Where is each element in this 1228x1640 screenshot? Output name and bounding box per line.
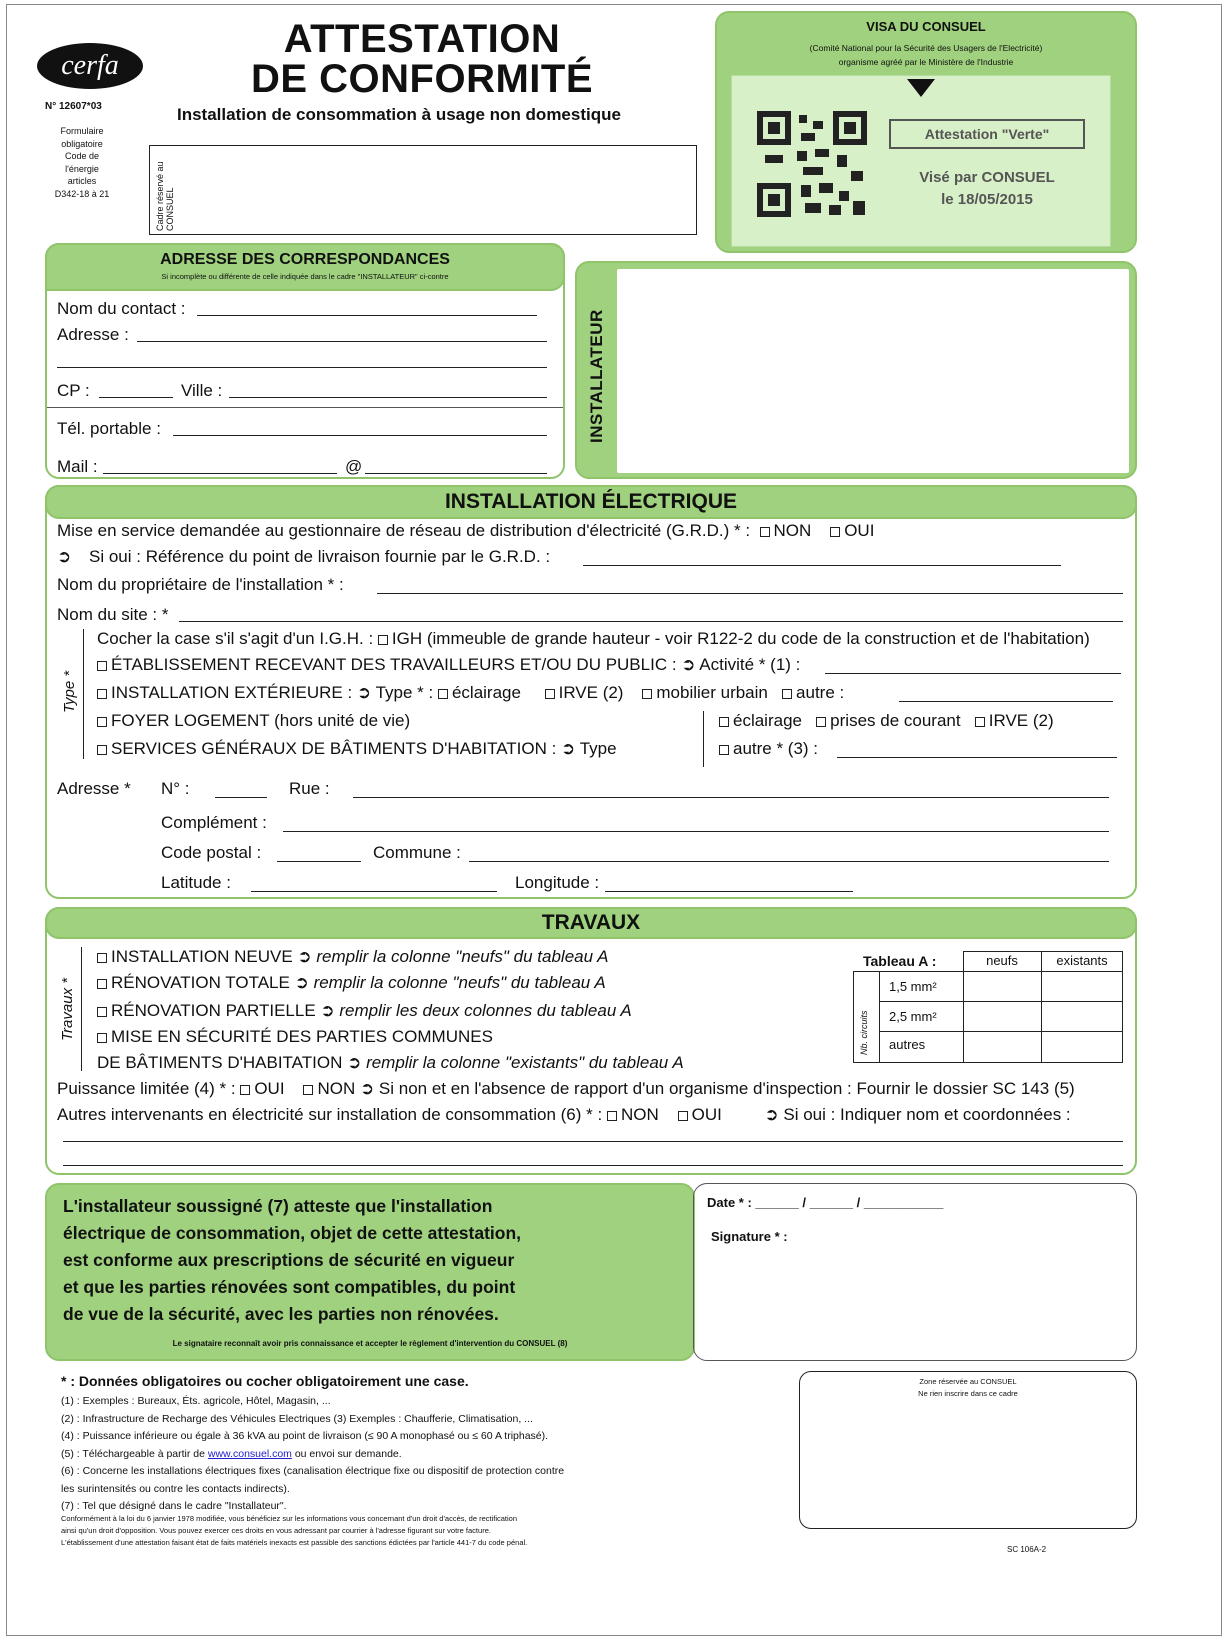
col-existants: existants <box>1056 953 1108 968</box>
ville-field[interactable] <box>229 397 547 398</box>
address-field-2[interactable] <box>57 367 547 368</box>
travaux-row-1: INSTALLATION NEUVE ➲ remplir la colonne "neufs" du tableau A <box>97 947 609 967</box>
latitude-label: Latitude : <box>161 873 231 892</box>
consuel-reserved-label: Cadre réservé au CONSUEL <box>155 161 175 231</box>
autres-row: Autres intervenants en électricité sur installation de consommation (6) * : NON OUI ➲ Si oui : Indiquer nom et coordonnées : <box>57 1105 1071 1124</box>
autres-field-2[interactable] <box>63 1165 1123 1166</box>
signature-label: Signature * : <box>711 1229 788 1244</box>
mail-field-user[interactable] <box>103 473 337 474</box>
ext-autre-field[interactable] <box>899 701 1113 702</box>
igh-row: Cocher la case s'il s'agit d'un I.G.H. : IGH (immeuble de grande hauteur - voir R122-2 du code de la construction et de l'habitation) <box>97 629 1090 648</box>
address-field[interactable] <box>137 341 547 342</box>
puissance-row: Puissance limitée (4) * : OUI NON ➲ Si non et en l'absence de rapport d'un organisme d'inspection : Fournir le dossier SC 143 (5) <box>57 1079 1075 1098</box>
contact-name-label: Nom du contact : <box>57 299 186 318</box>
stamp-visa: Visé par CONSUEL <box>919 169 1055 186</box>
autres-oui-checkbox[interactable] <box>678 1111 688 1121</box>
site-address-label: Adresse * <box>57 779 131 798</box>
qr-code-icon <box>757 111 867 217</box>
erp-row: ÉTABLISSEMENT RECEVANT DES TRAVAILLEURS ET/OU DU PUBLIC : ➲ Activité * (1) : <box>97 655 800 675</box>
visa-title: VISA DU CONSUEL <box>866 19 986 34</box>
site-field[interactable] <box>179 621 1123 622</box>
row-25: 2,5 mm² <box>889 1009 937 1024</box>
sg-bracket <box>703 711 704 767</box>
grd-ref-field[interactable] <box>583 565 1061 566</box>
arrow-icon: ➲ <box>57 547 72 566</box>
attestation-note: Le signataire reconnaît avoir pris connaissance et accepter le règlement d'intervention du CONSUEL (8) <box>172 1339 568 1348</box>
complement-field[interactable] <box>283 831 1109 832</box>
footer-legal: Conformément à la loi du 6 janvier 1978 modifiée, vous bénéficiez sur les informations vous concernant d'un droit d'accès, de rectification ainsi qu'un droit d'opposition. Vous pouvez exercer ces droits en vous adressant par courrier à l'adresse figurant sur votre facture. L'établissement d'une attestation faisant état de faits matériels inexacts est passible des sanctions édictées par l'article 441-7 du code pénal. <box>61 1514 528 1547</box>
neuve-checkbox[interactable] <box>97 953 107 963</box>
zone-line-2: Ne rien inscrire dans ce cadre <box>918 1389 1018 1398</box>
longitude-label: Longitude : <box>515 873 600 892</box>
sg-eclairage-checkbox[interactable] <box>719 717 729 727</box>
ext-mobilier-checkbox[interactable] <box>642 689 652 699</box>
type-bracket <box>83 629 84 759</box>
stamp-label: Attestation "Verte" <box>889 119 1085 149</box>
attestation-text: L'installateur soussigné (7) atteste que l'installation électrique de consommation, objet de cette attestation, est conforme aux prescriptions de sécurité en vigueur et que les parties rénovées sont compatibles, du point de vue de la sécurité, avec les parties non rénovées. <box>63 1196 522 1324</box>
visa-line2: organisme agréé par le Ministère de l'Industrie <box>838 57 1014 67</box>
date-field[interactable]: Date * : ______ / ______ / ___________ <box>707 1195 944 1210</box>
sg-autre-checkbox[interactable] <box>719 745 729 755</box>
travaux-row-3: RÉNOVATION PARTIELLE ➲ remplir les deux colonnes du tableau A <box>97 1001 632 1021</box>
legal-note: Formulaire obligatoire Code de l'énergie articles D342-18 à 21 <box>54 126 110 199</box>
installateur-field[interactable] <box>617 269 1129 473</box>
non-checkbox[interactable] <box>760 527 770 537</box>
title-line-2: DE CONFORMITÉ <box>250 57 594 101</box>
divider <box>47 407 563 408</box>
consuel-link[interactable]: www.consuel.com <box>207 1447 292 1460</box>
street-field[interactable] <box>353 797 1109 798</box>
ext-irve-checkbox[interactable] <box>545 689 555 699</box>
sg-prises-checkbox[interactable] <box>816 717 826 727</box>
partielle-checkbox[interactable] <box>97 1007 107 1017</box>
at-sign: @ <box>345 457 363 476</box>
sg-irve-checkbox[interactable] <box>975 717 985 727</box>
mail-label: Mail : <box>57 457 98 476</box>
sg-row: SERVICES GÉNÉRAUX DE BÂTIMENTS D'HABITATION : ➲ Type <box>97 739 617 759</box>
cp-field[interactable] <box>99 397 173 398</box>
installateur-label: INSTALLATEUR <box>587 309 606 443</box>
ville-label: Ville : <box>181 381 223 400</box>
phone-label: Tél. portable : <box>57 419 161 438</box>
totale-checkbox[interactable] <box>97 979 107 989</box>
postal-code-label: Code postal : <box>161 843 262 862</box>
ext-checkbox[interactable] <box>97 689 107 699</box>
oui-checkbox[interactable] <box>830 527 840 537</box>
footer-mandatory: * : Données obligatoires ou cocher obligatoirement une case. <box>61 1373 469 1389</box>
foyer-row: FOYER LOGEMENT (hors unité de vie) <box>97 711 410 731</box>
stamp-date: le 18/05/2015 <box>941 191 1033 208</box>
travaux-row-2: RÉNOVATION TOTALE ➲ remplir la colonne "neufs" du tableau A <box>97 973 606 993</box>
electrical-header: INSTALLATION ÉLECTRIQUE <box>45 485 1137 519</box>
travaux-label: Travaux * <box>59 977 76 1041</box>
number-field[interactable] <box>215 797 267 798</box>
latitude-field[interactable] <box>251 891 497 892</box>
erp-checkbox[interactable] <box>97 661 107 671</box>
commune-label: Commune : <box>373 843 461 862</box>
sg-autre-field[interactable] <box>837 757 1117 758</box>
col-neufs: neufs <box>986 953 1018 968</box>
sg-options-1: éclairage prises de courant IRVE (2) <box>719 711 1054 731</box>
title-line-1: ATTESTATION <box>283 17 561 61</box>
tableau-a: Tableau A : neufs existants Nb. circuits 1,5 mm² 2,5 mm² autres <box>853 951 1123 1063</box>
sg-options-2: autre * (3) : <box>719 739 818 759</box>
form-page <box>6 4 1222 1636</box>
travaux-header: TRAVAUX <box>45 907 1137 939</box>
row-15: 1,5 mm² <box>889 979 937 994</box>
cerfa-number: N° 12607*03 <box>45 101 102 112</box>
footer-notes: (1) : Exemples : Bureaux, Éts. agricole, Hôtel, Magasin, ... (2) : Infrastructure de Recharge des Véhicules Electriques (3) Exemples : Chaufferie, Climatisation, ... (4) : Puissance inférieure ou égale à 36 kVA au point de livraison (≤ 90 A monophasé ou ≤ 60 A triphasé). (5) : Téléchargeable à partir de www.consuel.com ou envoi sur demande. (6) : Concerne les installations électriques fixes (canalisation électrique fixe ou dispositif de protection contre les surintensités ou contre les contacts indirects). (7) : Tel que désigné dans le cadre "Installateur". <box>61 1395 565 1512</box>
correspondence-header: ADRESSE DES CORRESPONDANCES Si incomplète ou différente de celle indiquée dans le cadre "INSTALLATEUR" ci-contre <box>45 243 565 291</box>
address-label: Adresse : <box>57 325 129 344</box>
cp-label: CP : <box>57 381 90 400</box>
securite-checkbox[interactable] <box>97 1033 107 1043</box>
mise-en-service-label: Mise en service demandée au gestionnaire de réseau de distribution d'électricité (G.R.D.) * : NON OUI <box>57 521 875 540</box>
nb-circuits: Nb. circuits <box>859 1010 869 1055</box>
longitude-field[interactable] <box>605 891 853 892</box>
cerfa-logo: cerfa <box>37 43 143 89</box>
travaux-row-5: DE BÂTIMENTS D'HABITATION ➲ remplir la colonne "existants" du tableau A <box>97 1053 684 1072</box>
owner-field[interactable] <box>377 593 1123 594</box>
puissance-non-checkbox[interactable] <box>303 1085 313 1095</box>
travaux-bracket <box>81 947 82 1071</box>
puissance-oui-checkbox[interactable] <box>240 1085 250 1095</box>
number-label: N° : <box>161 779 190 798</box>
row-autres: autres <box>889 1037 926 1052</box>
autres-non-checkbox[interactable] <box>607 1111 617 1121</box>
ext-eclairage-checkbox[interactable] <box>438 689 448 699</box>
type-label: Type * <box>61 670 78 713</box>
subtitle: Installation de consommation à usage non domestique <box>177 105 621 124</box>
visa-box <box>715 11 1137 253</box>
commune-field[interactable] <box>469 861 1109 862</box>
consuel-reserved-box <box>149 145 697 235</box>
owner-label: Nom du propriétaire de l'installation * : <box>57 575 344 594</box>
travaux-row-4: MISE EN SÉCURITÉ DES PARTIES COMMUNES <box>97 1027 493 1047</box>
form-reference: SC 106A-2 <box>1007 1545 1047 1554</box>
igh-checkbox[interactable] <box>378 635 388 645</box>
postal-code-field[interactable] <box>277 861 361 862</box>
grd-ref-label: Si oui : Référence du point de livraison fournie par le G.R.D. : <box>89 547 551 566</box>
zone-line-1: Zone réservée au CONSUEL <box>919 1377 1017 1386</box>
visa-line1: (Comité National pour la Sécurité des Usagers de l'Electricité) <box>809 43 1043 53</box>
street-label: Rue : <box>289 779 330 798</box>
sg-checkbox[interactable] <box>97 745 107 755</box>
autres-field-1[interactable] <box>63 1141 1123 1142</box>
phone-field[interactable] <box>173 435 547 436</box>
arrow-down-icon <box>907 79 935 97</box>
ext-autre-checkbox[interactable] <box>782 689 792 699</box>
contact-name-field[interactable] <box>197 315 537 316</box>
mail-field-domain[interactable] <box>365 473 547 474</box>
complement-label: Complément : <box>161 813 267 832</box>
ext-row: INSTALLATION EXTÉRIEURE : ➲ Type * : éclairage IRVE (2) mobilier urbain autre : <box>97 683 844 703</box>
site-label: Nom du site : * <box>57 605 169 624</box>
activite-field[interactable] <box>825 673 1121 674</box>
foyer-checkbox[interactable] <box>97 717 107 727</box>
